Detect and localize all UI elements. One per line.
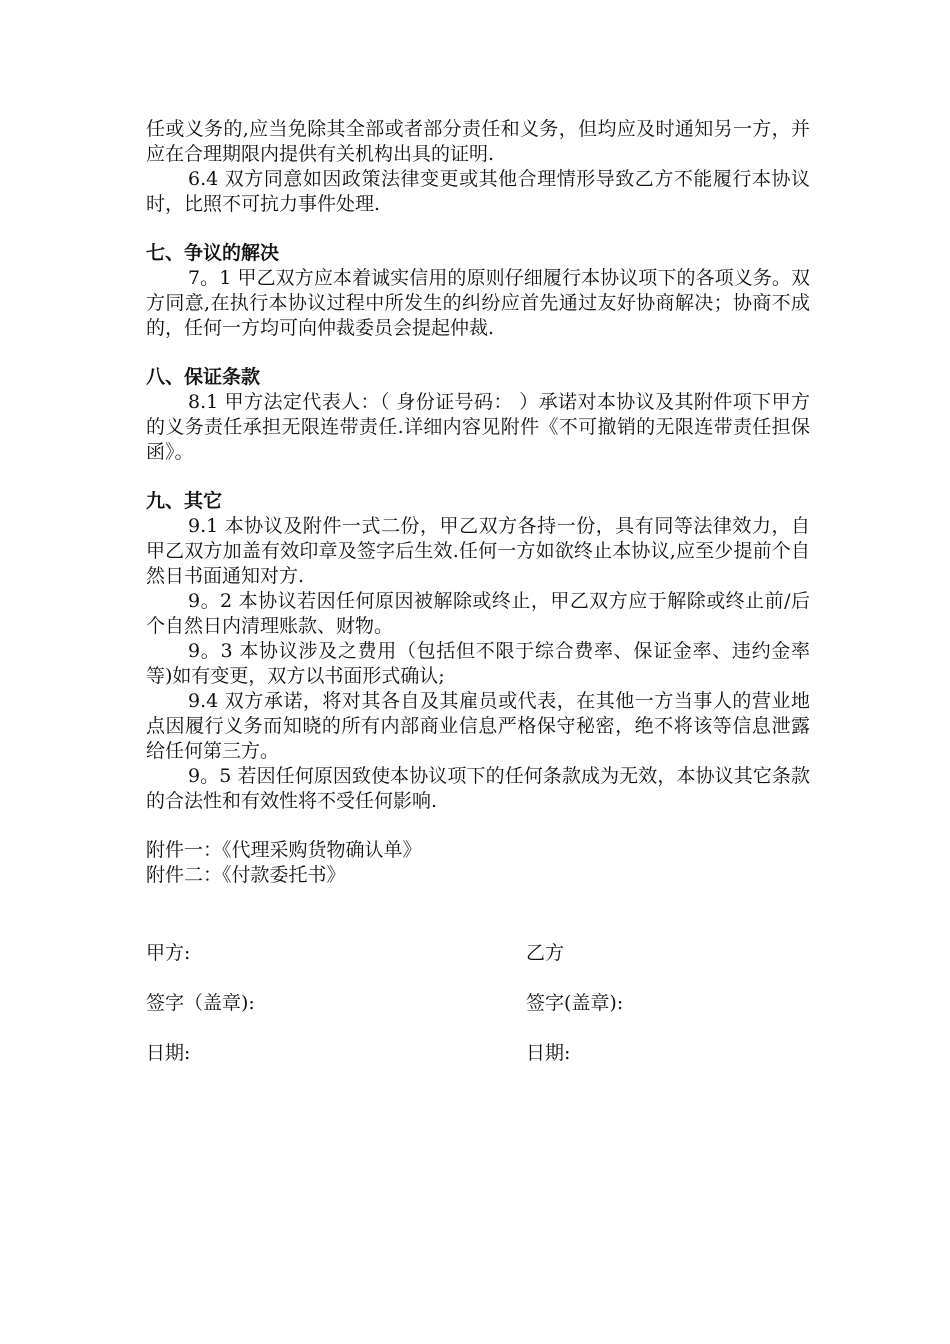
party-b-signature-label: 签字(盖章): [526, 992, 624, 1014]
section-heading-9: 九、其它 [146, 490, 223, 512]
attachment-1: 附件一：《代理采购货物确认单》 [146, 839, 422, 861]
party-a-signature-label: 签字（盖章): [146, 992, 255, 1014]
party-a-date-label: 日期: [146, 1042, 191, 1064]
signature-row-sign [146, 991, 810, 1016]
party-b-label: 乙方 [526, 942, 565, 964]
paragraph-8-1: 8.1 甲方法定代表人：（ 身份证号码： ）承诺对本协议及其附件项下甲方的义务责任承担无限连带责任.详细内容见附件《不可撤销的无限连带责任担保函》。 [146, 391, 810, 463]
paragraph-9-5: 9。5 若因任何原因致使本协议项下的任何条款成为无效，本协议其它条款的合法性和有效性将不受任何影响. [146, 765, 810, 812]
paragraph-9-3: 9。3 本协议涉及之费用（包括但不限于综合费率、保证金率、违约金率等)如有变更，双方以书面形式确认; [146, 640, 810, 687]
signature-block [146, 941, 810, 1066]
party-a-label: 甲方: [146, 942, 191, 964]
section-heading-7: 七、争议的解决 [146, 242, 280, 264]
paragraph-9-2: 9。2 本协议若因任何原因被解除或终止，甲乙双方应于解除或终止前/后个自然日内清理账款、财物。 [146, 590, 810, 637]
attachments-list [146, 838, 810, 888]
paragraph-9-4: 9.4 双方承诺，将对其各自及其雇员或代表，在其他一方当事人的营业地点因履行义务而知晓的所有内部商业信息严格保守秘密，绝不将该等信息泄露给任何第三方。 [146, 690, 810, 762]
signature-row-party [146, 941, 810, 966]
document-page [146, 117, 810, 1091]
attachment-2: 附件二：《付款委托书》 [146, 864, 346, 886]
paragraph-6-4: 6.4 双方同意如因政策法律变更或其他合理情形导致乙方不能履行本协议时，比照不可抗力事件处理. [146, 168, 810, 215]
party-b-date-label: 日期: [526, 1042, 571, 1064]
section-heading-8: 八、保证条款 [146, 366, 261, 388]
signature-row-date [146, 1041, 810, 1066]
paragraph-9-1: 9.1 本协议及附件一式二份，甲乙双方各持一份，具有同等法律效力，自甲乙双方加盖有效印章及签字后生效.任何一方如欲终止本协议,应至少提前个自然日书面通知对方. [146, 515, 810, 587]
paragraph-7-1: 7。1 甲乙双方应本着诚实信用的原则仔细履行本协议项下的各项义务。双方同意,在执行本协议过程中所发生的纠纷应首先通过友好协商解决；协商不成的，任何一方均可向仲裁委员会提起仲裁. [146, 267, 810, 339]
paragraph-6-3-continued: 任或义务的,应当免除其全部或者部分责任和义务，但均应及时通知另一方，并应在合理期限内提供有关机构出具的证明. [146, 118, 810, 165]
